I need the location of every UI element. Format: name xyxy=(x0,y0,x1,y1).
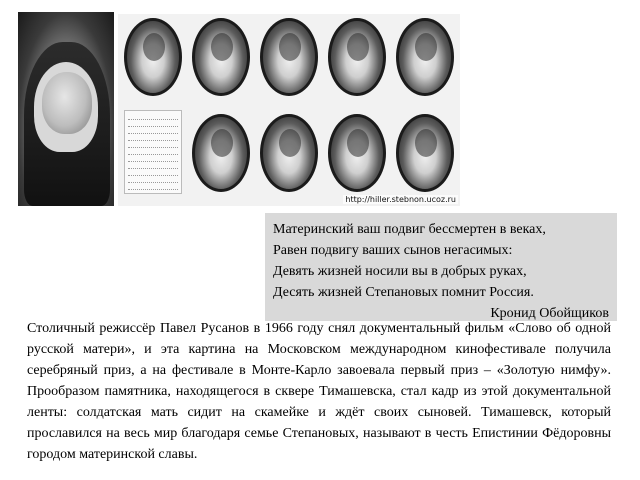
poem-box xyxy=(265,213,617,321)
poem-line: Материнский ваш подвиг бессмертен в веках, xyxy=(273,222,546,237)
son-portrait xyxy=(328,18,386,96)
poem-line: Равен подвигу ваших сынов негасимых: xyxy=(273,243,513,258)
poem-line: Девять жизней носили вы в добрых руках, xyxy=(273,264,527,279)
son-portrait xyxy=(396,114,454,192)
sons-portraits xyxy=(118,14,460,206)
son-portrait xyxy=(396,18,454,96)
son-portrait xyxy=(192,114,250,192)
son-portrait xyxy=(328,114,386,192)
mother-face xyxy=(42,72,92,134)
photo-caption-card xyxy=(124,110,182,194)
son-portrait xyxy=(260,114,318,192)
mother-portrait xyxy=(18,12,114,206)
body-paragraph: Столичный режиссёр Павел Русанов в 1966 году снял документальный фильм «Слово об одной русской матери», и эта картина на Московском международном кинофестивале получила серебряный приз, а на фестивале в Монте-Карло завоевала первый приз – «Золотую нимфу». Прообразом памятника, находящегося в сквере Тимашевска, стал кадр из этой документальной ленты: солдатская мать сидит на скамейке и ждёт своих сыновей. Тимашевск, который прославился на весь мир благодаря семье Степановых, называют в честь Епистинии Фёдоровны городом материнской славы. xyxy=(27,321,611,462)
photo-watermark: http://hiller.stebnon.ucoz.ru xyxy=(345,195,456,204)
photo-collage xyxy=(18,12,460,206)
poem-line: Десять жизней Степановых помнит Россия. xyxy=(273,285,534,300)
son-portrait xyxy=(260,18,318,96)
son-portrait xyxy=(192,18,250,96)
poem-author: Кронид Обойщиков xyxy=(490,306,609,321)
son-portrait xyxy=(124,18,182,96)
